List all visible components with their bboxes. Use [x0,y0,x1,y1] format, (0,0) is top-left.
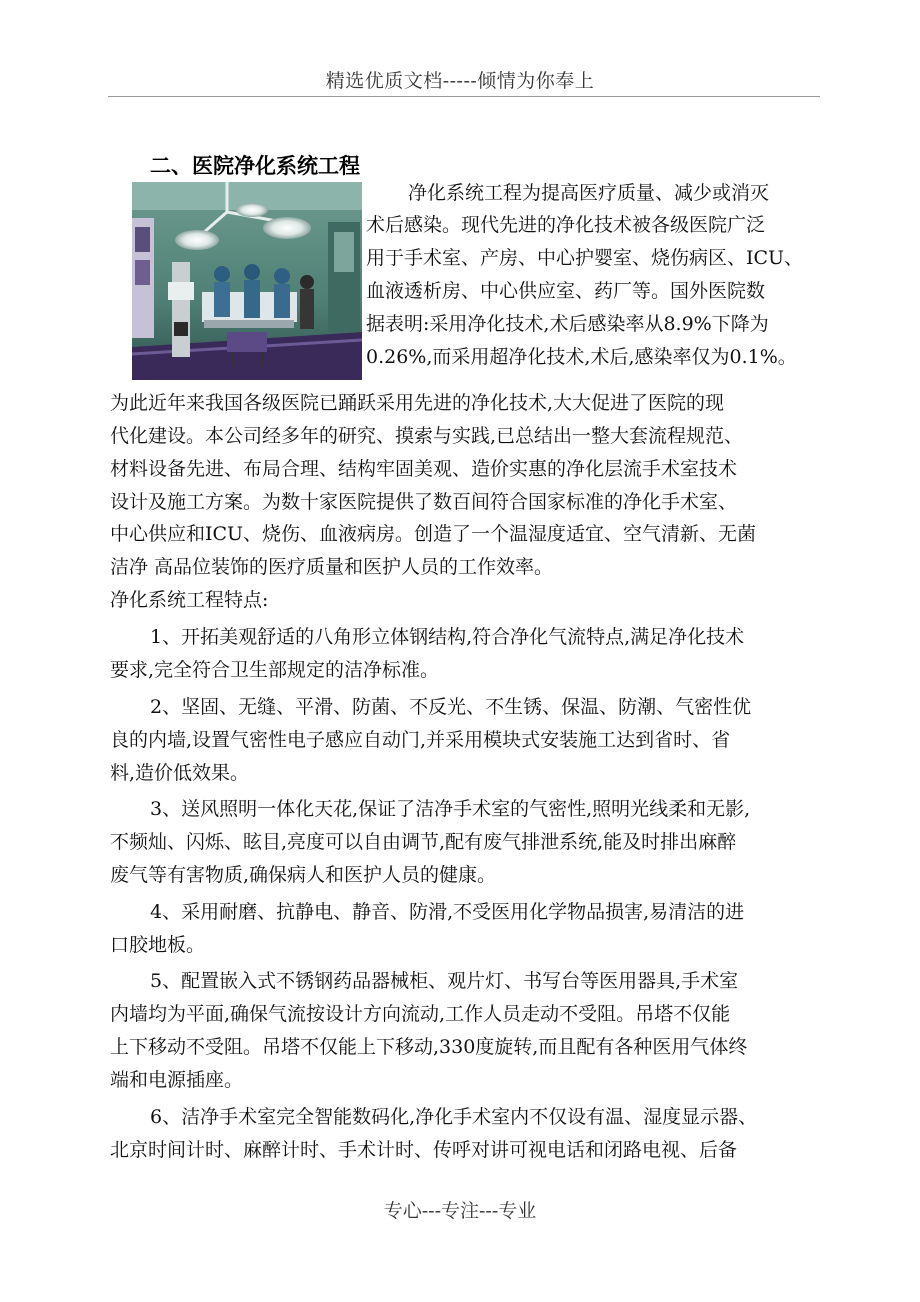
body-text-line: 北京时间计时、麻醉计时、手术计时、传呼对讲可视电话和闭路电视、后备 [110,1139,738,1161]
body-text-line: 料,造价低效果。 [110,762,250,784]
operating-room-photo [132,182,362,380]
body-text-line: 良的内墙,设置气密性电子感应自动门,并采用模块式安装施工达到省时、省 [110,729,731,751]
body-text-line: 为此近年来我国各级医院已踊跃采用先进的净化技术,大大促进了医院的现 [110,392,725,414]
body-text-line: 材料设备先进、布局合理、结构牢固美观、造价实惠的净化层流手术室技术 [110,458,738,480]
body-text-line: 上下移动不受阻。吊塔不仅能上下移动,330度旋转,而且配有各种医用气体终 [110,1036,748,1058]
body-text-line: 6、洁净手术室完全智能数码化,净化手术室内不仅设有温、湿度显示器、 [150,1106,758,1128]
body-text-line: 血液透析房、中心供应室、药厂等。国外医院数 [366,280,766,302]
section-title: 二、医院净化系统工程 [150,154,360,178]
body-text-line: 内墙均为平面,确保气流按设计方向流动,工作人员走动不受阻。吊塔不仅能 [110,1003,731,1025]
body-text-line: 3、送风照明一体化天花,保证了洁净手术室的气密性,照明光线柔和无影, [150,798,751,820]
body-text-line: 废气等有害物质,确保病人和医护人员的健康。 [110,864,497,886]
body-text-line: 2、坚固、无缝、平滑、防菌、不反光、不生锈、保温、防潮、气密性优 [150,696,752,718]
page-header: 精选优质文档-----倾情为你奉上 [325,70,595,92]
header-divider [108,96,820,97]
body-text-line: 净化系统工程为提高医疗质量、减少或消灭 [408,182,770,204]
body-text-line: 要求,完全符合卫生部规定的洁净标准。 [110,659,440,681]
body-text-line: 设计及施工方案。为数十家医院提供了数百间符合国家标准的净化手术室、 [110,491,738,513]
body-text-line: 5、配置嵌入式不锈钢药品器械柜、观片灯、书写台等医用器具,手术室 [150,970,739,992]
body-text-line: 洁净 高品位装饰的医疗质量和医护人员的工作效率。 [110,556,554,578]
body-text-line: 不频灿、闪烁、眩目,亮度可以自由调节,配有废气排泄系统,能及时排出麻醉 [110,831,737,853]
page-footer: 专心---专注---专业 [383,1200,537,1222]
body-text-line: 口胶地板。 [110,934,206,956]
body-text-line: 端和电源插座。 [110,1069,244,1091]
body-text-line: 0.26%,而采用超净化技术,术后,感染率仅为0.1%。 [366,346,797,368]
body-text-line: 用于手术室、产房、中心护婴室、烧伤病区、ICU、 [366,247,804,269]
body-text-line: 中心供应和ICU、烧伤、血液病房。创造了一个温湿度适宜、空气清新、无菌 [110,523,757,545]
body-text-line: 1、开拓美观舒适的八角形立体钢结构,符合净化气流特点,满足净化技术 [150,626,745,648]
body-text-line: 据表明:采用净化技术,术后感染率从8.9%下降为 [366,313,769,335]
body-text-line: 代化建设。本公司经多年的研究、摸索与实践,已总结出一整大套流程规范、 [110,425,744,447]
body-text-line: 术后感染。现代先进的净化技术被各级医院广泛 [366,214,766,236]
body-text-line: 净化系统工程特点: [110,589,269,611]
body-text-line: 4、采用耐磨、抗静电、静音、防滑,不受医用化学物品损害,易清洁的进 [150,901,745,923]
